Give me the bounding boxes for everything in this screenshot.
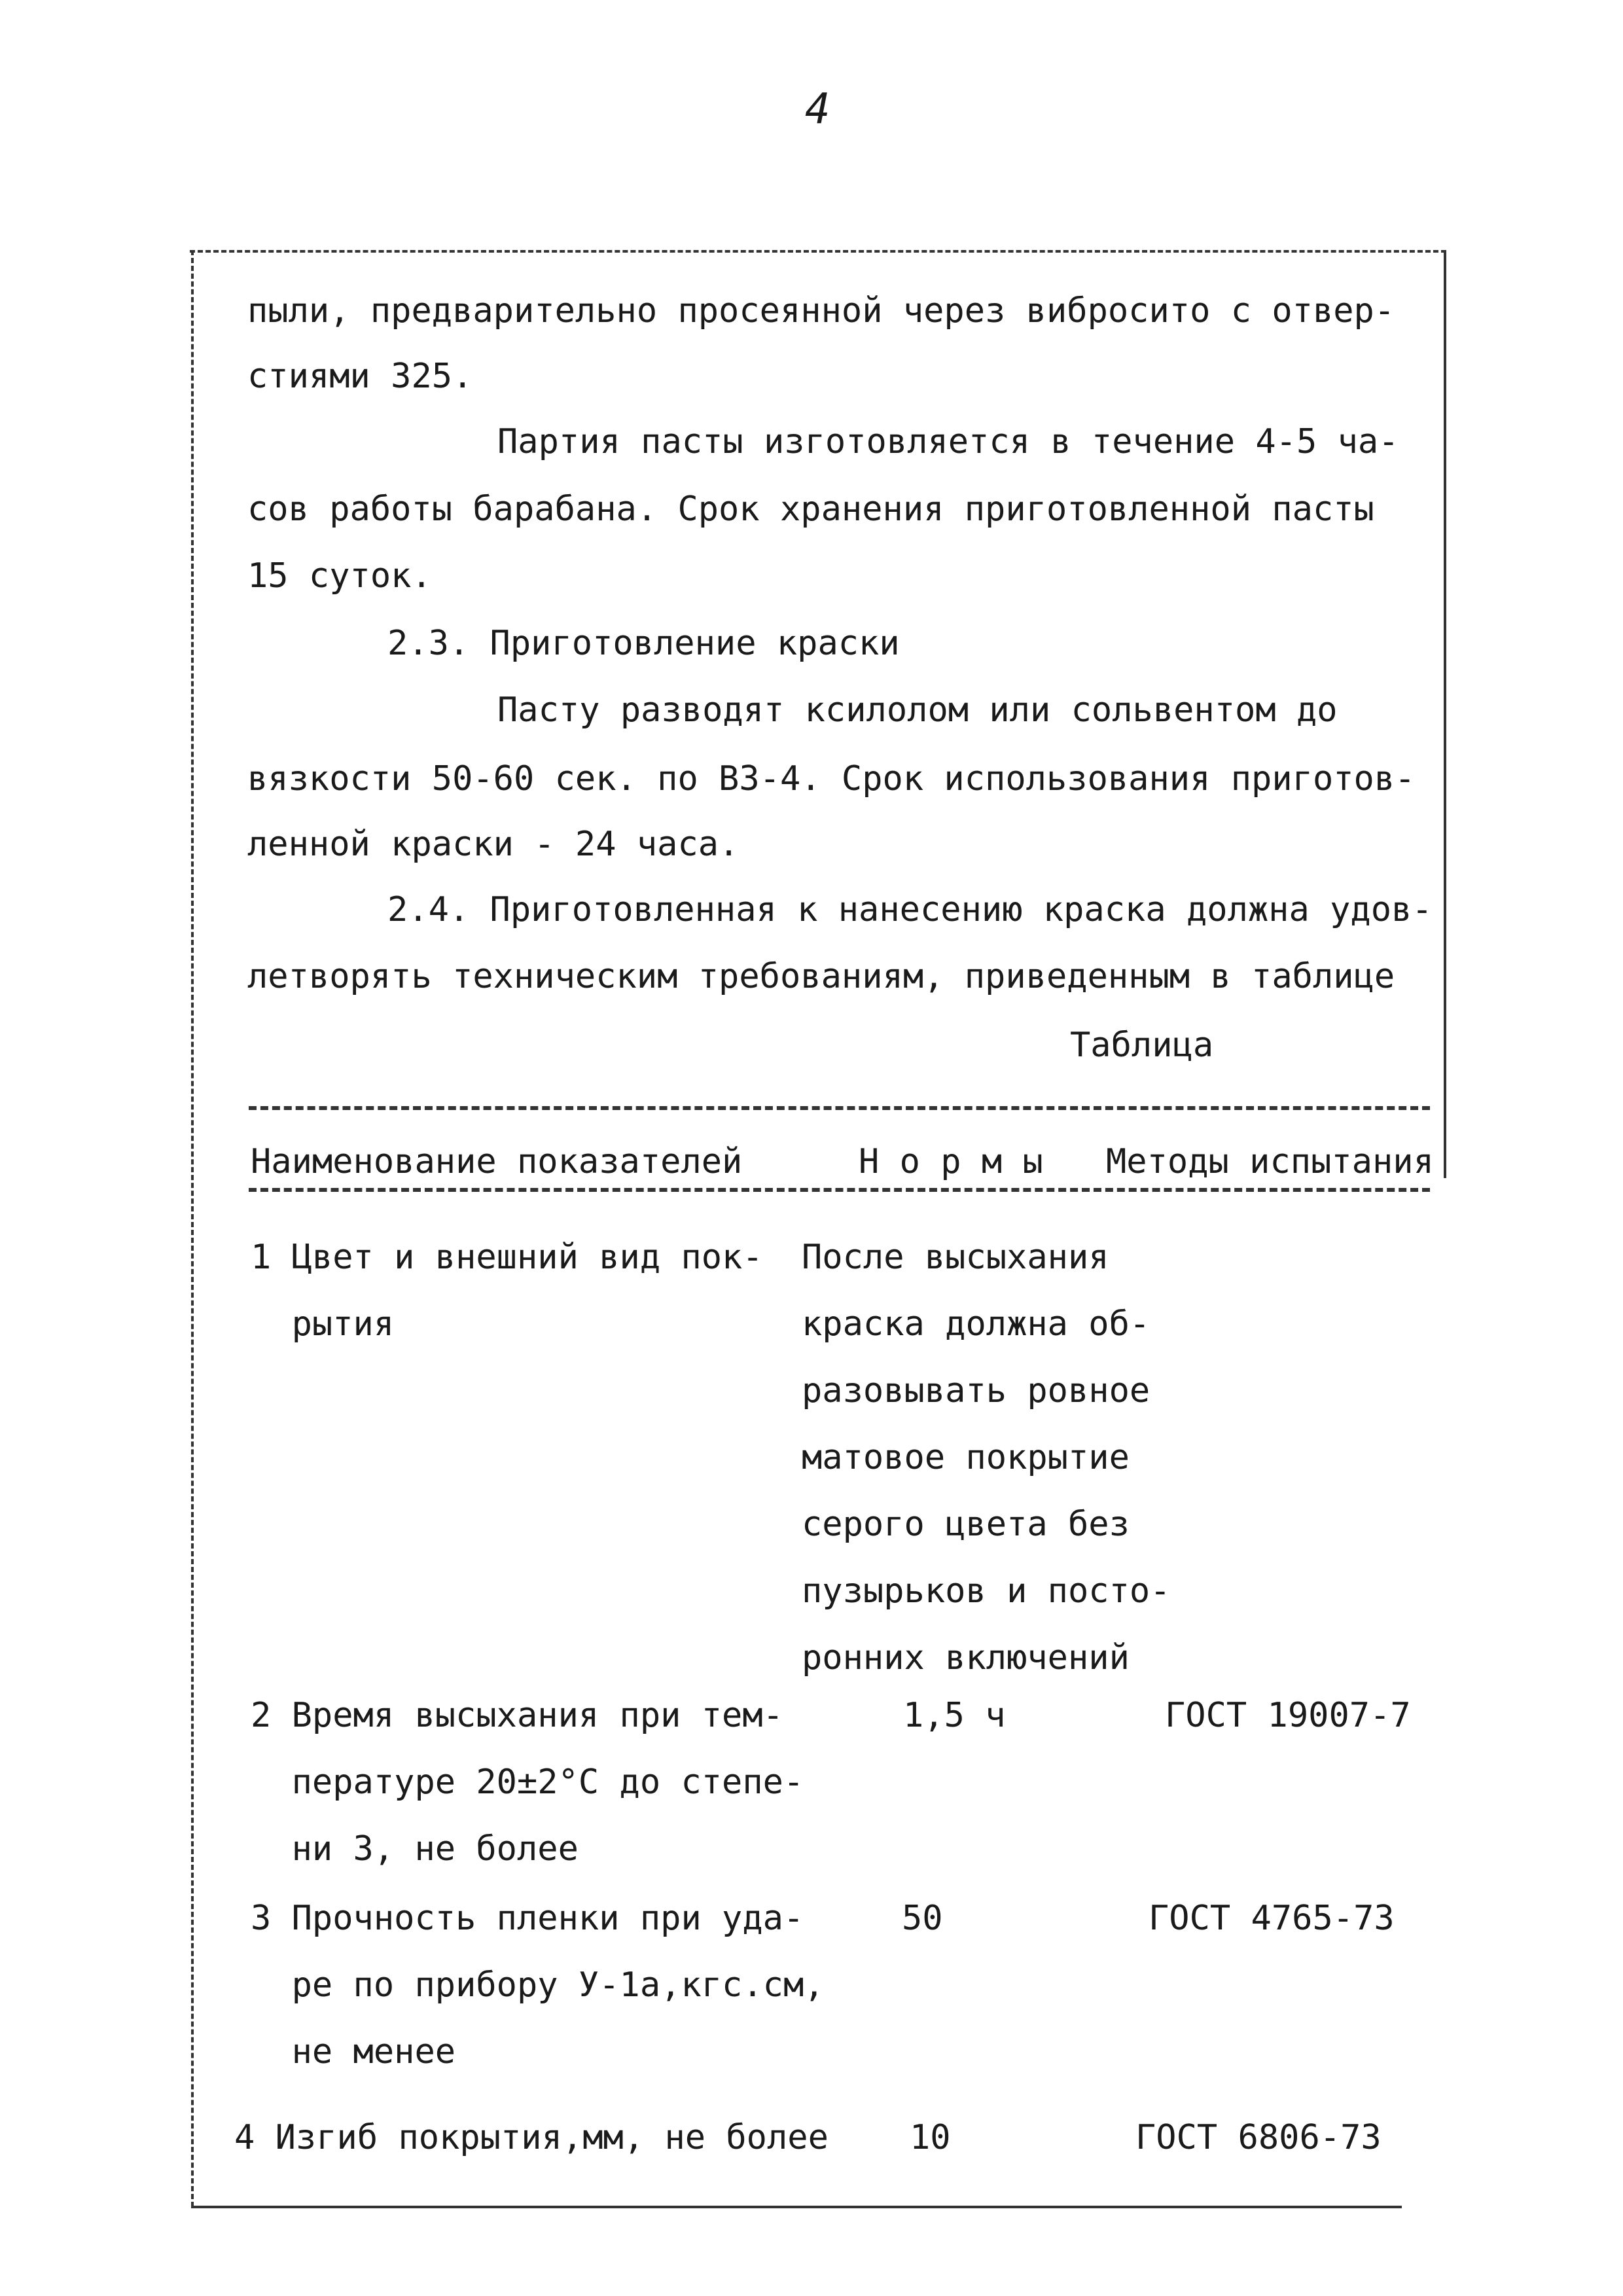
row-4-norm: 10 (910, 2118, 951, 2157)
row-3-norm: 50 (902, 1899, 943, 1938)
body-line: сов работы барабана. Срок хранения приготовленной пасты (247, 490, 1374, 529)
table-header-rule (249, 1188, 1430, 1192)
page-number: 4 (805, 85, 830, 134)
row-4-name: 4 Изгиб покрытия,мм, не более (234, 2118, 829, 2157)
body-line: 15 суток. (247, 556, 432, 596)
row-1-norm: После высыхания краска должна об- разовывать ровное матовое покрытие серого цвета без пузырьков и посто- ронних включений (802, 1238, 1171, 1677)
body-line: пыли, предварительно просеянной через вибросито с отвер- (247, 291, 1395, 331)
body-line: 2.4. Приготовленная к нанесению краска должна удов- (387, 890, 1433, 929)
body-line: летворять техническим требованиям, приведенным в таблице (247, 957, 1395, 996)
header-methods: Методы испытания (1106, 1142, 1434, 1181)
section-heading: 2.3. Приготовление краски (387, 624, 900, 663)
body-line: Партия пасты изготовляется в течение 4-5 ча- (497, 422, 1399, 461)
row-2-method: ГОСТ 19007-7 (1165, 1696, 1411, 1735)
table-title: Таблица (1070, 1026, 1214, 1065)
body-line: ленной краски - 24 часа. (247, 825, 740, 864)
header-norms: Н о р м ы (859, 1142, 1043, 1181)
frame-bottom-border (191, 2206, 1402, 2208)
row-3-name: 3 Прочность пленки при уда- ре по прибору У-1а,кгс.см, не менее (251, 1899, 825, 2072)
row-3-method: ГОСТ 4765-73 (1149, 1899, 1395, 1938)
body-line: стиями 325. (247, 357, 473, 396)
frame-top-border (190, 250, 1446, 253)
header-name: Наименование показателей (251, 1142, 743, 1181)
row-1-name: 1 Цвет и внешний вид пок- рытия (251, 1238, 763, 1344)
body-line: Пасту разводят ксилолом или сольвентом до (497, 691, 1338, 730)
row-4-method: ГОСТ 6806-73 (1135, 2118, 1382, 2157)
table-top-rule (249, 1106, 1430, 1110)
frame-right-border (1444, 250, 1446, 1178)
row-2-norm: 1,5 ч (903, 1696, 1006, 1735)
body-line: вязкости 50-60 сек. по ВЗ-4. Срок использования приготов- (247, 759, 1416, 798)
frame-left-border (191, 250, 194, 2207)
row-2-name: 2 Время высыхания при тем- пературе 20±2°С до степе- ни 3, не более (251, 1696, 804, 1869)
